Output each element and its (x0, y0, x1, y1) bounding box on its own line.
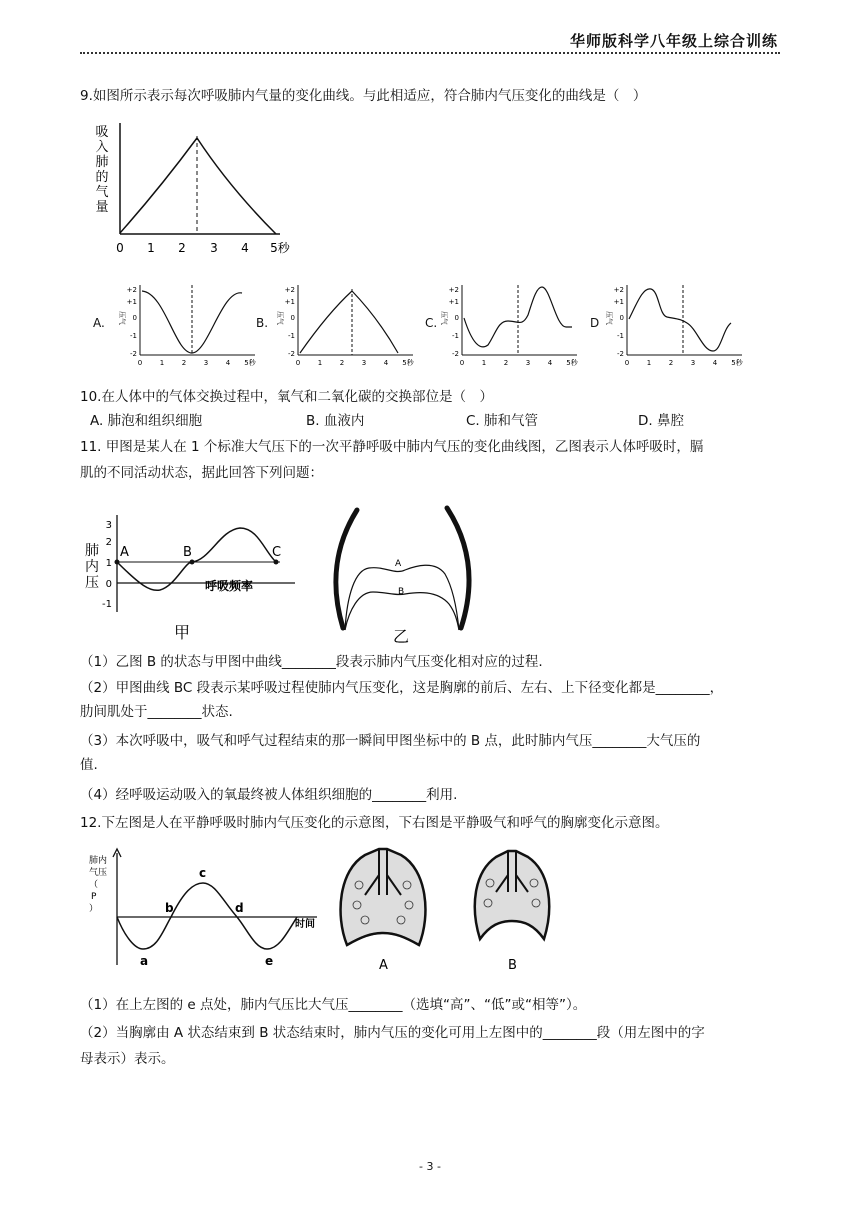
svg-text:量: 量 (95, 200, 109, 215)
point-a: A (120, 545, 129, 560)
svg-text:+2: +2 (126, 286, 137, 294)
chest-b-illustration (475, 851, 549, 973)
xtick: 1 (147, 241, 155, 255)
q11-stem-line1: 11. 甲图是某人在 1 个标准大气压下的一次平静呼吸中肺内气压的变化曲线图，乙图表示人体呼吸时，膈 (80, 439, 704, 455)
point-a: a (140, 954, 149, 968)
svg-text:+2: +2 (613, 286, 624, 294)
q9-option-c-letter: C. (425, 316, 438, 330)
svg-text:压气: 压气 (605, 311, 613, 325)
q12-sub1: （1）在上左图的 e 点处，肺内气压比大气压________（选填“高”、“低”或“相等”）。 (80, 997, 587, 1013)
q11-sub3-line2: 值. (80, 757, 98, 773)
svg-text:0: 0 (459, 359, 465, 367)
svg-text:压气: 压气 (440, 311, 448, 325)
point-c: c (199, 866, 207, 880)
svg-text:0: 0 (105, 579, 112, 590)
svg-text:1: 1 (159, 359, 165, 367)
svg-text:-2: -2 (617, 350, 624, 358)
xtick: 2 (178, 241, 186, 255)
q11-fig-yi (325, 500, 485, 648)
q11-sub1: （1）乙图 B 的状态与甲图中曲线________段表示肺内气压变化相对应的过程. (80, 654, 543, 670)
svg-text:压气: 压气 (118, 311, 126, 325)
q9-option-b-graph (268, 283, 418, 368)
q12-stem: 12.下左图是人在平静呼吸时肺内气压变化的示意图，下右图是平静吸气和呼气的胸廓变化示意图。 (80, 815, 669, 831)
svg-text:1: 1 (317, 359, 323, 367)
svg-text:内: 内 (85, 559, 99, 575)
svg-text:+1: +1 (284, 298, 295, 306)
svg-text:气压: 气压 (89, 868, 108, 878)
q9-main-graph (90, 118, 300, 258)
svg-text:5秒: 5秒 (402, 359, 414, 367)
point-e: e (265, 954, 274, 968)
point-b: b (165, 901, 174, 915)
xtick: 3 (210, 241, 218, 255)
svg-text:+1: +1 (613, 298, 624, 306)
q11-sub2-line2: 肋间肌处于________状态. (80, 704, 233, 720)
svg-text:2: 2 (105, 537, 112, 548)
svg-text:3: 3 (525, 359, 531, 367)
q12-sub2-line2: 母表示）表示。 (80, 1051, 175, 1067)
q11-jia-ylabel (85, 542, 99, 591)
yi-label-a: A (395, 559, 402, 569)
q9-main-xticks (116, 240, 291, 255)
svg-text:4: 4 (225, 359, 231, 367)
svg-text:5秒: 5秒 (566, 359, 578, 367)
svg-text:3: 3 (203, 359, 209, 367)
q9-option-d-letter: D (590, 316, 600, 330)
svg-text:肺: 肺 (95, 155, 109, 170)
q12-fig-left (85, 845, 330, 975)
svg-text:4: 4 (547, 359, 553, 367)
chest-a-illustration (341, 849, 426, 973)
svg-text:的: 的 (95, 170, 109, 185)
svg-text:肺: 肺 (85, 543, 99, 559)
svg-text:0: 0 (290, 314, 295, 322)
svg-text:-2: -2 (452, 350, 459, 358)
q10-option-b: B. 血液内 (306, 413, 365, 429)
q9-option-a-graph (110, 283, 260, 368)
svg-text:+2: +2 (284, 286, 295, 294)
svg-text:5秒: 5秒 (244, 359, 256, 367)
q11-yi-caption: 乙 (392, 627, 410, 646)
svg-text:P: P (91, 892, 97, 902)
q12-left-xlabel: 时间 (295, 919, 315, 930)
svg-text:1: 1 (481, 359, 487, 367)
point-c: C (272, 545, 282, 560)
q10-option-c: C. 肺和气管 (466, 413, 539, 429)
svg-text:0: 0 (624, 359, 630, 367)
svg-text:1: 1 (646, 359, 652, 367)
q10-stem: 10.在人体中的气体交换过程中，氧气和二氧化碳的交换部位是（ ） (80, 389, 493, 405)
svg-text:0: 0 (619, 314, 624, 322)
q10-option-a: A. 肺泡和组织细胞 (90, 413, 203, 429)
svg-text:+2: +2 (448, 286, 459, 294)
q9-option-b-letter: B. (256, 316, 269, 330)
q12-left-ylabel (89, 854, 107, 914)
svg-text:5秒: 5秒 (731, 359, 743, 367)
chest-label-a: A (379, 958, 388, 973)
svg-text:4: 4 (712, 359, 718, 367)
xtick: 0 (116, 241, 124, 255)
svg-text:压气: 压气 (276, 311, 284, 325)
header-divider (80, 52, 780, 54)
q12-fig-right (335, 845, 580, 975)
q11-jia-caption: 甲 (173, 623, 191, 642)
svg-text:-1: -1 (130, 332, 137, 340)
q9-option-d-graph (597, 283, 747, 368)
svg-text:3: 3 (690, 359, 696, 367)
chest-label-b: B (508, 958, 517, 973)
svg-text:吸: 吸 (95, 125, 109, 140)
q9-stem: 9.如图所示表示每次呼吸肺内气量的变化曲线。与此相适应，符合肺内气压变化的曲线是（ ） (80, 88, 647, 104)
svg-text:肺内: 肺内 (89, 856, 108, 866)
svg-text:+1: +1 (448, 298, 459, 306)
q12-sub2-line1: （2）当胸廓由 A 状态结束到 B 状态结束时，肺内气压的变化可用上左图中的________段（用左图中的字 (80, 1025, 705, 1041)
q10-option-d: D. 鼻腔 (638, 413, 684, 429)
svg-text:4: 4 (383, 359, 389, 367)
q11-stem-line2: 肌的不同活动状态，据此回答下列问题： (80, 465, 323, 481)
xtick: 5秒 (270, 241, 290, 255)
svg-text:3: 3 (105, 520, 112, 531)
q11-jia-xlabel: 呼吸频率 (205, 579, 254, 593)
svg-text:1: 1 (105, 558, 112, 569)
point-d: d (235, 901, 244, 915)
q9-main-curve (120, 138, 276, 234)
xtick: 4 (241, 241, 249, 255)
svg-text:入: 入 (95, 140, 109, 155)
svg-text:2: 2 (339, 359, 345, 367)
svg-text:3: 3 (361, 359, 367, 367)
yi-label-b: B (398, 587, 405, 597)
q9-option-a-letter: A. (93, 316, 105, 330)
svg-text:2: 2 (181, 359, 187, 367)
svg-text:-1: -1 (288, 332, 295, 340)
svg-text:0: 0 (132, 314, 137, 322)
q11-sub3-line1: （3）本次呼吸中，吸气和呼气过程结束的那一瞬间甲图坐标中的 B 点，此时肺内气压________大气压的 (80, 733, 701, 749)
page-number: - 3 - (419, 1160, 441, 1173)
q9-option-c-graph (432, 283, 582, 368)
svg-text:0: 0 (137, 359, 143, 367)
svg-text:2: 2 (668, 359, 674, 367)
q11-fig-jia (80, 490, 300, 645)
q11-sub2-line1: （2）甲图曲线 BC 段表示某呼吸过程使肺内气压变化，这是胸廓的前后、左右、上下径变化都是________， (80, 680, 724, 696)
svg-text:）: ） (89, 904, 99, 914)
q9-main-ylabel (95, 125, 108, 215)
svg-text:气: 气 (95, 185, 109, 200)
svg-text:-1: -1 (617, 332, 624, 340)
point-b: B (183, 545, 192, 560)
svg-text:-1: -1 (102, 599, 112, 610)
q11-sub4: （4）经呼吸运动吸入的氧最终被人体组织细胞的________利用. (80, 787, 458, 803)
svg-text:0: 0 (454, 314, 459, 322)
svg-text:-1: -1 (452, 332, 459, 340)
svg-text:（: （ (89, 880, 99, 890)
svg-text:压: 压 (85, 575, 99, 591)
svg-text:-2: -2 (130, 350, 137, 358)
svg-text:0: 0 (295, 359, 301, 367)
svg-text:2: 2 (503, 359, 509, 367)
svg-text:-2: -2 (288, 350, 295, 358)
svg-text:+1: +1 (126, 298, 137, 306)
header-title: 华师版科学八年级上综合训练 (569, 32, 778, 50)
